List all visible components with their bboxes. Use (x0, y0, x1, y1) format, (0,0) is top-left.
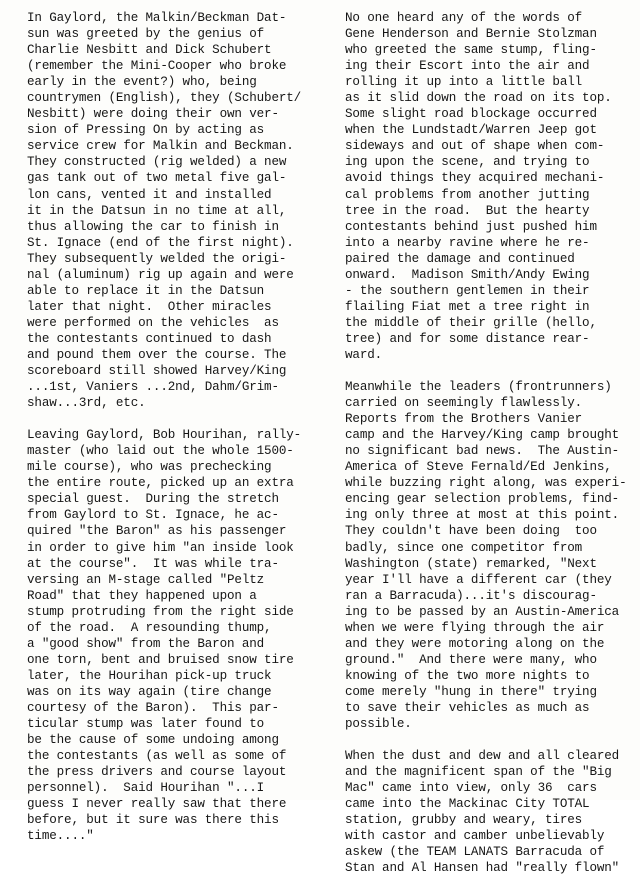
text-line: able to replace it in the Datsun (27, 283, 265, 298)
text-line: shaw...3rd, etc. (27, 396, 146, 411)
text-line: camp and the Harvey/King camp brought (345, 428, 620, 443)
text-line: was on its way again (tire change (27, 684, 272, 699)
text-line: the middle of their grille (hello, (345, 315, 597, 330)
paragraph (345, 10, 640, 363)
text-line: ticular stump was later found to (27, 717, 265, 732)
text-line: gas tank out of two metal five gal- (27, 171, 287, 186)
text-line: came into the Mackinac City TOTAL (345, 797, 590, 812)
text-line: encing gear selection problems, find- (345, 492, 620, 507)
text-line: Mac" came into view, only 36 cars (345, 781, 597, 796)
text-line: when the Lundstadt/Warren Jeep got (345, 123, 597, 138)
text-line: Gene Henderson and Bernie Stolzman (345, 27, 597, 42)
text-line: ward. (345, 347, 383, 362)
text-line: courtesy of the Baron). This par- (27, 700, 279, 715)
text-line: tree) and for some distance rear- (345, 331, 590, 346)
paragraph (27, 427, 327, 844)
text-line: In Gaylord, the Malkin/Beckman Dat- (27, 11, 287, 25)
text-line: from Gaylord to St. Ignace, he ac- (27, 508, 279, 523)
text-line: come merely "hung in there" trying (345, 684, 597, 699)
text-line: be the cause of some undoing among (27, 733, 279, 748)
text-line: and pound them over the course. The (27, 347, 287, 362)
text-line: and they were motoring along on the (345, 636, 605, 651)
paragraph-gap (27, 411, 327, 427)
text-line: it in the Datsun in no time at all, (27, 203, 287, 218)
text-line: They constructed (rig welded) a new (27, 155, 287, 170)
text-line: When the dust and dew and all cleared (345, 749, 620, 764)
text-line: ing only three at most at this point. (345, 508, 620, 523)
text-line: one torn, bent and bruised snow tire (27, 652, 294, 667)
text-line: America of Steve Fernald/Ed Jenkins, (345, 460, 612, 475)
text-line: carried on seemingly flawlessly. (345, 396, 583, 411)
text-line: at the course". It was while tra- (27, 556, 279, 571)
text-line: knowing of the two more nights to (345, 668, 590, 683)
text-line: sion of Pressing On by acting as (27, 123, 265, 138)
text-line: askew (the TEAM LANATS Barracuda of (345, 845, 605, 860)
text-line: paired the damage and continued (345, 251, 575, 266)
text-line: mile course), who was prechecking (27, 460, 272, 475)
paragraph-gap (345, 363, 640, 379)
text-line: personnel). Said Hourihan "...I (27, 781, 265, 796)
text-line: ing upon the scene, and trying to (345, 155, 590, 170)
text-line: nal (aluminum) rig up again and were (27, 267, 294, 282)
text-line: into a nearby ravine where he re- (345, 235, 590, 250)
text-line: Charlie Nesbitt and Dick Schubert (27, 43, 272, 58)
text-line: the entire route, picked up an extra (27, 476, 294, 491)
text-line: ing to be passed by an Austin-America (345, 604, 620, 619)
text-line: quired "the Baron" as his passenger (27, 524, 287, 539)
text-line: Washington (state) remarked, "Next (345, 556, 597, 571)
text-line: who greeted the same stump, fling- (345, 43, 597, 58)
text-line: contestants behind just pushed him (345, 219, 597, 234)
text-line: ing their Escort into the air and (345, 59, 590, 74)
text-line: sideways and out of shape when com- (345, 139, 605, 154)
text-line: Some slight road blockage occurred (345, 107, 597, 122)
left-column (27, 10, 327, 844)
text-line: tree in the road. But the hearty (345, 203, 590, 218)
text-line: of the road. A resounding thump, (27, 620, 272, 635)
paragraph-gap (345, 732, 640, 748)
text-line: ran a Barracuda)...it's discourag- (345, 588, 597, 603)
text-line: (remember the Mini-Cooper who broke (27, 59, 287, 74)
text-line: later that night. Other miracles (27, 299, 272, 314)
text-line: They couldn't have been doing too (345, 524, 597, 539)
right-column (345, 10, 640, 876)
text-line: a "good show" from the Baron and (27, 636, 265, 651)
text-line: - the southern gentlemen in their (345, 283, 590, 298)
text-line: Meanwhile the leaders (frontrunners) (345, 380, 612, 395)
text-line: versing an M-stage called "Peltz (27, 572, 265, 587)
text-line: stump protruding from the right side (27, 604, 294, 619)
text-line: to save their vehicles as much as (345, 700, 590, 715)
text-line: with castor and camber unbelievably (345, 829, 605, 844)
text-line: lon cans, vented it and installed (27, 187, 272, 202)
text-line: no significant bad news. The Austin- (345, 444, 620, 459)
text-line: rolling it up into a little ball (345, 75, 583, 90)
text-line: service crew for Malkin and Beckman. (27, 139, 294, 154)
text-line: and the magnificent span of the "Big (345, 765, 612, 780)
text-line: thus allowing the car to finish in (27, 219, 279, 234)
paragraph (27, 10, 327, 411)
text-line: scoreboard still showed Harvey/King (27, 364, 287, 379)
text-line: They subsequently welded the origi- (27, 251, 287, 266)
text-line: the press drivers and course layout (27, 765, 287, 780)
text-line: onward. Madison Smith/Andy Ewing (345, 267, 590, 282)
text-line: station, grubby and weary, tires (345, 813, 583, 828)
text-line: guess I never really saw that there (27, 797, 287, 812)
text-line: while buzzing right along, was experi- (345, 476, 627, 491)
text-line: time...." (27, 829, 94, 844)
text-line: Reports from the Brothers Vanier (345, 412, 583, 427)
text-line: when we were flying through the air (345, 620, 605, 635)
paragraph (345, 379, 640, 732)
text-line: special guest. During the stretch (27, 492, 279, 507)
text-line: Leaving Gaylord, Bob Hourihan, rally- (27, 428, 302, 443)
text-line: Nesbitt) were doing their own ver- (27, 107, 279, 122)
text-line: ...1st, Vaniers ...2nd, Dahm/Grim- (27, 380, 279, 395)
text-line: avoid things they acquired mechani- (345, 171, 605, 186)
text-line: master (who laid out the whole 1500- (27, 444, 294, 459)
text-line: the contestants (as well as some of (27, 749, 287, 764)
text-line: were performed on the vehicles as (27, 315, 279, 330)
text-line: early in the event?) who, being (27, 75, 257, 90)
text-line: St. Ignace (end of the first night). (27, 235, 294, 250)
text-line: No one heard any of the words of (345, 11, 583, 25)
text-line: Road" that they happened upon a (27, 588, 257, 603)
text-line: cal problems from another jutting (345, 187, 590, 202)
text-line: sun was greeted by the genius of (27, 27, 265, 42)
text-line: countrymen (English), they (Schubert/ (27, 91, 302, 106)
text-line: Stan and Al Hansen had "really flown" (345, 861, 620, 876)
text-line: before, but it sure was there this (27, 813, 279, 828)
text-line: in order to give him "an inside look (27, 540, 294, 555)
text-line: as it slid down the road on its top. (345, 91, 612, 106)
text-line: later, the Hourihan pick-up truck (27, 668, 272, 683)
text-line: badly, since one competitor from (345, 540, 583, 555)
paragraph (345, 748, 640, 876)
text-line: year I'll have a different car (they (345, 572, 612, 587)
text-line: flailing Fiat met a tree right in (345, 299, 590, 314)
text-line: ground." And there were many, who (345, 652, 597, 667)
text-line: possible. (345, 717, 412, 732)
text-line: the contestants continued to dash (27, 331, 272, 346)
